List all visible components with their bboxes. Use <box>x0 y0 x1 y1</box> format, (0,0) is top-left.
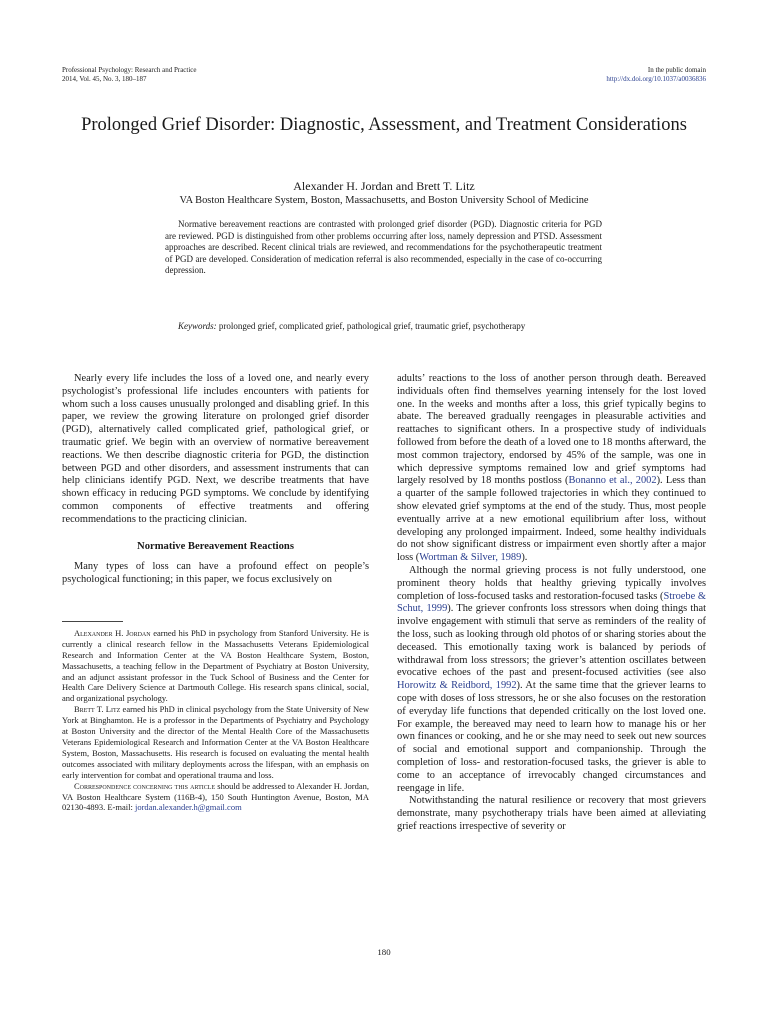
footnote-litz <box>62 704 369 780</box>
footnote-divider <box>62 621 123 622</box>
right-column <box>397 373 706 834</box>
rights-notice: In the public domain <box>647 66 706 74</box>
footnote-jordan-bio: earned his PhD in psychology from Stanford University. He is currently a clinical research fellow in the Massachusetts Veterans Epidemiological Research and Information Center at the VA Boston Healthcare System, Boston, Massachusetts, a teaching fellow in the Department of Psychiatry at Boston University, and an adjunct assistant professor in the Tuck School of Business and the Center for Health Care Delivery Science at Dartmouth College. His research spans clinical, social, and organizational psychology. <box>62 627 369 704</box>
email-link[interactable]: jordan.alexander.h@gmail.com <box>134 802 242 813</box>
paragraph-2-text-c: ). At the same time that the griever learns to cope with doses of loss stressors, he or she also focuses on the restoration of everyday life functions that depended critically on the lost loved one. For example, the bereaved may need to learn how to manage his or her own finances or cooking, and he or she may need to seek out new sources of social and emotional support and companionship. Through the completion of loss- and restoration-focused tasks, the griever is able to come to an acceptance of irrevocably changed circumstances and reengage in life. <box>397 680 707 794</box>
intro-paragraph: Nearly every life includes the loss of a loved one, and nearly every psychologist’s professional life includes encounters with patients for whom such a loss causes unusually prolonged and disabling grief. In this paper, we review the growing literature on prolonged grief disorder (PGD), alternatively called complicated grief, pathological grief, or traumatic grief. We begin with an overview of normative bereavement reactions. We then describe diagnostic criteria for PGD, the distinction between PGD and other disorders, and assessment instruments that can help clinicians identify PGD. Next, we describe treatments that have shown efficacy in reducing PGD symptoms. We conclude by identifying common components of effective treatments and offering recommendations to the practicing clinician. <box>62 373 369 525</box>
footnote-jordan <box>62 628 369 704</box>
citation-bonanno[interactable]: Bonanno et al., 2002 <box>568 475 657 487</box>
citation-wortman[interactable]: Wortman & Silver, 1989 <box>419 552 522 564</box>
footnote-jordan-name: Alexander H. Jordan <box>74 627 151 638</box>
paragraph-1-text-c: ). <box>521 552 528 564</box>
volume-info: 2014, Vol. 45, No. 3, 180–187 <box>62 74 147 83</box>
section-heading: Normative Bereavement Reactions <box>137 540 294 552</box>
citation-horowitz[interactable]: Horowitz & Reidbord, 1992 <box>397 680 517 692</box>
paragraph-2 <box>397 565 706 795</box>
journal-name: Professional Psychology: Research and Practice <box>62 66 197 74</box>
correspondence-text: should be addressed to Alexander H. Jordan, VA Boston Healthcare System (116B-4), 150 South Huntington Avenue, Boston, MA 02130-4893. E-mail: <box>62 780 369 813</box>
paragraph-1 <box>397 373 706 565</box>
paragraph-2-text-b: ). The griever confronts loss stressors when doing things that involve engagement with stimuli that serve as reminders of the reality of the loss, such as looking through old photos of or sharing stories about the deceased. This emotionally taxing work is balanced by periods of withdrawal from loss stressors; the griever’s attention oscillates between evocative echoes of the past and present-focused activities (see also <box>397 603 706 679</box>
footnote-litz-bio: earned his PhD in clinical psychology from the State University of New York at Binghamton. He is a professor in the Departments of Psychiatry and Psychology at Boston University and the director of the Mental Health Core of the Massachusetts Veterans Epidemiological Research and Information Center at the VA Boston Healthcare System, Boston, Massachusetts. His research is focused on evaluating the mental health outcomes associated with military deployments across the lifespan, with an emphasis on early intervention for combat and operational trauma and loss. <box>62 704 369 780</box>
affiliation: VA Boston Healthcare System, Boston, Massachusetts, and Boston University School of Medicine <box>179 195 589 206</box>
keywords-text: prolonged grief, complicated grief, pathological grief, traumatic grief, psychotherapy <box>218 321 526 331</box>
journal-header <box>62 66 197 83</box>
keywords-label: Keywords: <box>178 321 217 331</box>
keywords <box>165 321 602 333</box>
paper-title: Prolonged Grief Disorder: Diagnostic, Assessment, and Treatment Considerations <box>81 115 687 135</box>
paragraph-1-text-a: adults’ reactions to the loss of another person through death. Bereaved individuals often find themselves yearning intensely for the lost loved one. In the weeks and months after a loss, this grief typically begins to abate. The bereaved gradually reengages in pleasurable activities and reattaches to significant others. In a prospective study of individuals followed from before the death of a loved one to 18 months afterward, the most common trajectory, endorsed by 45% of the sample, was one in which depressive symptoms remained low and grief symptoms had largely resolved by 18 months postloss ( <box>397 373 706 487</box>
footnote-correspondence <box>62 781 369 814</box>
paragraph-2-text-a: Although the normal grieving process is not fully understood, one prominent theory holds that healthy grieving typically involves completion of loss-focused tasks and restoration-focused tasks ( <box>397 564 706 602</box>
page-number: 180 <box>377 947 391 957</box>
abstract: Normative bereavement reactions are contrasted with prolonged grief disorder (PGD). Diagnostic criteria for PGD are reviewed. PGD is distinguished from other problems occurring after loss, namely depression and PTSD. Assessment approaches are described. Recent clinical trials are reviewed, and recommendations for the psychotherapeutic treatment of PGD are developed. Consideration of medication referral is also recommended, especially in the case of co-occurring depression. <box>165 219 602 275</box>
citation-stroebe[interactable]: Stroebe & Schut, 1999 <box>397 590 707 615</box>
paragraph-3: Notwithstanding the natural resilience or recovery that most grievers demonstrate, many psychotherapy trials have been aimed at alleviating grief reactions irrespective of severity or <box>397 795 706 832</box>
left-column <box>62 373 369 813</box>
rights-header <box>606 66 706 83</box>
doi-link[interactable]: http://dx.doi.org/10.1037/a0036836 <box>606 74 706 83</box>
paragraph-1-text-b: ). Less than a quarter of the sample followed trajectories in which they continued to show elevated grief symptoms at the end of the study. Thus, most people eventually arrive at a new emotional equilibrium after loss, without developing any prolonged impairment. Indeed, some healthy individuals do not show significant distress or impairment even shortly after a major loss ( <box>397 475 706 564</box>
footnote-litz-name: Brett T. Litz <box>74 704 121 715</box>
correspondence-label: Correspondence concerning this article <box>74 780 216 791</box>
section-paragraph: Many types of loss can have a profound effect on people’s psychological functioning; in this paper, we focus exclusively on <box>62 561 369 586</box>
authors: Alexander H. Jordan and Brett T. Litz <box>293 179 475 193</box>
